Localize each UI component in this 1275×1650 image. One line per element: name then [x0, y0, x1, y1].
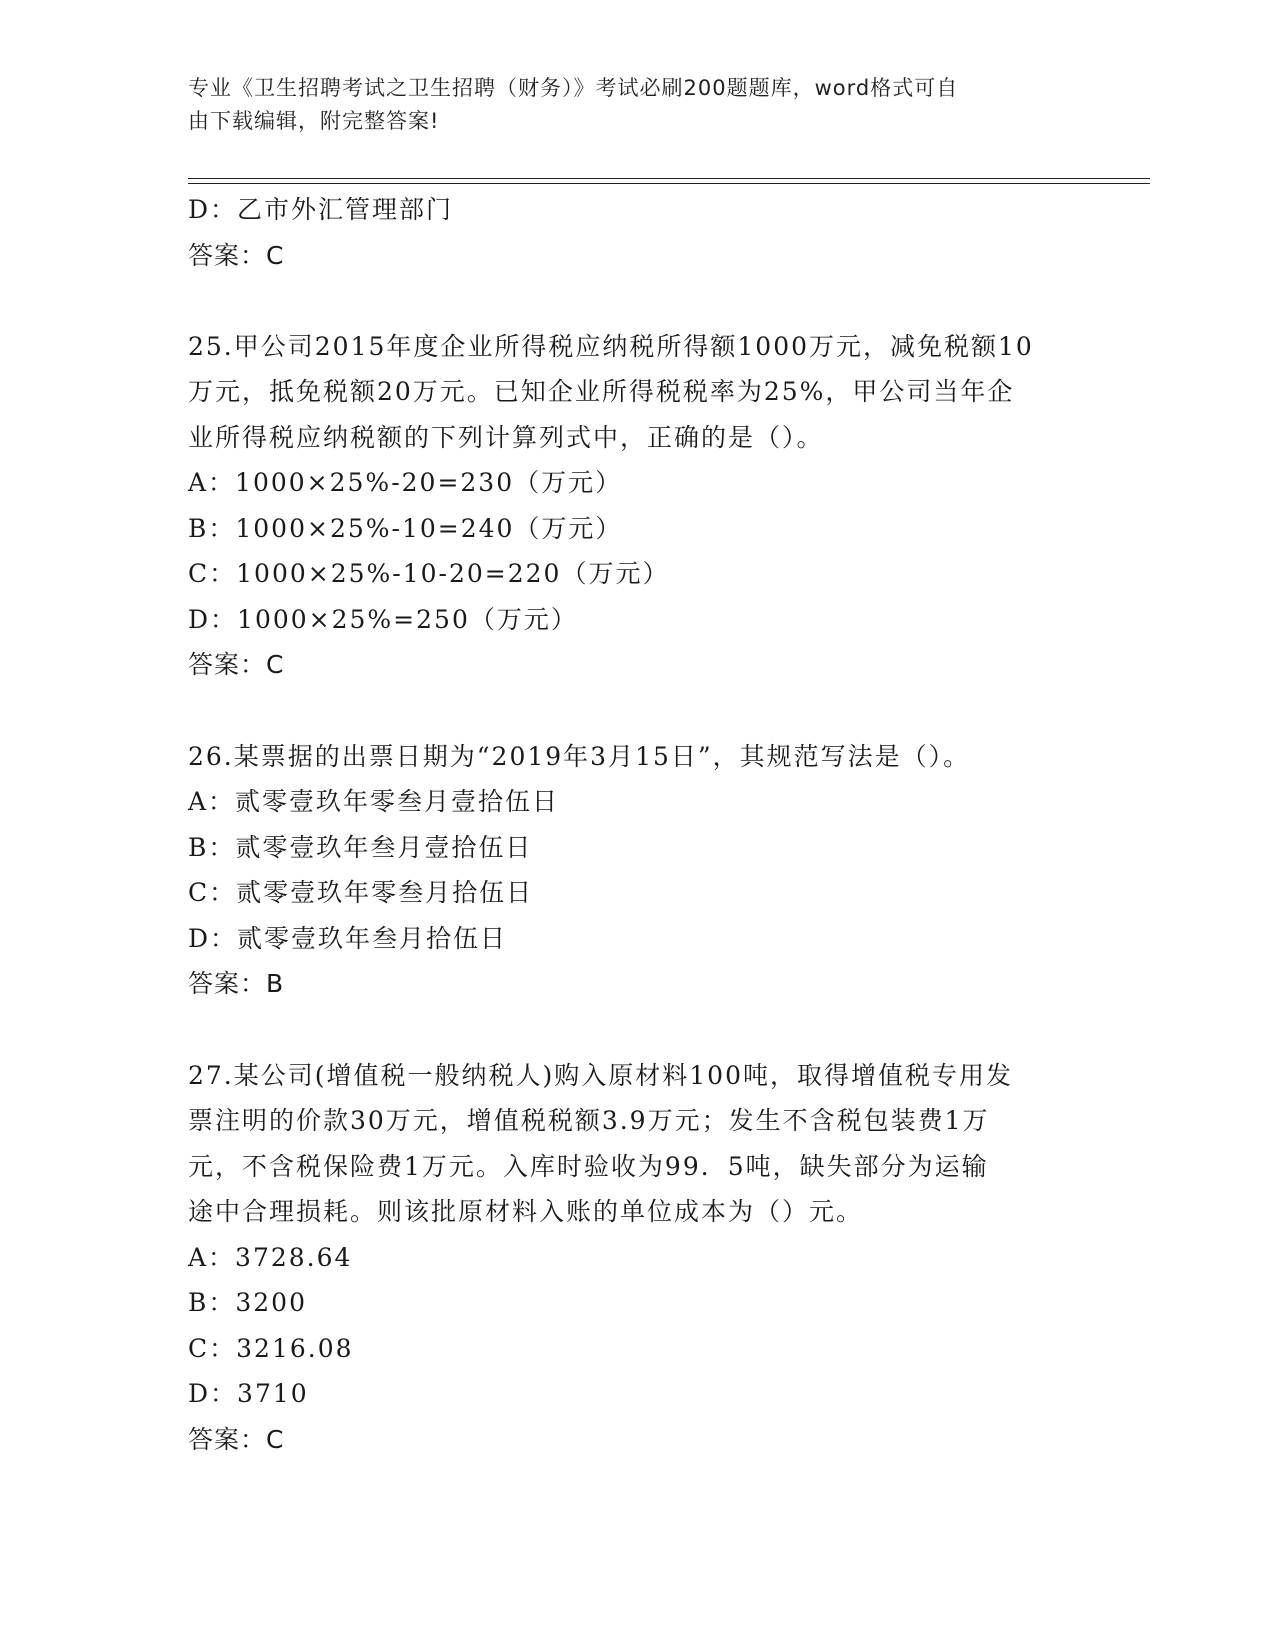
question-text-line: 业所得税应纳税额的下列计算列式中，正确的是（）。 [188, 422, 824, 452]
option-c: C：贰零壹玖年零叁月拾伍日 [188, 878, 534, 907]
question-25 [188, 324, 1088, 688]
option-b: B：1000×25%-10=240（万元） [188, 513, 623, 543]
question-text-line: 26.某票据的出票日期为“2019年3月15日”，其规范写法是（）。 [188, 741, 971, 771]
option-b: B：3200 [188, 1288, 307, 1317]
question-text-line: 27.某公司(增值税一般纳税人)购入原材料100吨，取得增值税专用发 [188, 1060, 1013, 1090]
question-text [188, 1053, 1088, 1235]
question-26 [188, 734, 1088, 1007]
question-text-line: 票注明的价款30万元，增值税税额3.9万元；发生不含税包装费1万 [188, 1106, 990, 1135]
option-a: A：1000×25%-20=230（万元） [188, 468, 623, 497]
header-rule-bottom [188, 183, 1150, 184]
question-text-line: 万元，抵免税额20万元。已知企业所得税税率为25%，甲公司当年企 [188, 377, 1015, 406]
option-d: D：乙市外汇管理部门 [188, 195, 454, 224]
question-text-line: 25.甲公司2015年度企业所得税应纳税所得额1000万元，减免税额10 [188, 331, 1034, 361]
answer: 答案：B [188, 969, 285, 998]
option-d: D：1000×25%=250（万元） [188, 604, 578, 634]
header-rule-top [188, 178, 1150, 179]
question-list [188, 187, 1088, 1462]
question-text [188, 324, 1088, 461]
question-text-line: 元，不含税保险费1万元。入库时验收为99．5吨，缺失部分为运输 [188, 1151, 989, 1181]
header-line-1: 专业《卫生招聘考试之卫生招聘（财务）》考试必刷200题题库，word格式可自 [188, 76, 959, 100]
answer: 答案：C [188, 1424, 285, 1454]
option-d: D：贰零壹玖年叁月拾伍日 [188, 923, 508, 953]
answer: 答案：C [188, 240, 285, 270]
option-c: C：3216.08 [188, 1333, 354, 1363]
option-a: A：3728.64 [188, 1242, 353, 1272]
question-text [188, 734, 1088, 780]
question-text-line: 途中合理损耗。则该批原材料入账的单位成本为（）元。 [188, 1197, 864, 1226]
answer: 答案：C [188, 650, 285, 679]
option-c: C：1000×25%-10-20=220（万元） [188, 559, 670, 588]
option-a: A：贰零壹玖年零叁月壹拾伍日 [188, 787, 560, 816]
document-header [188, 72, 1068, 138]
spacer [188, 1007, 1088, 1053]
header-line-2: 由下载编辑，附完整答案! [188, 109, 440, 133]
previous-question-tail [188, 187, 1088, 278]
spacer [188, 278, 1088, 324]
option-d: D：3710 [188, 1379, 309, 1408]
question-27 [188, 1053, 1088, 1463]
option-b: B：贰零壹玖年叁月壹拾伍日 [188, 832, 533, 862]
spacer [188, 688, 1088, 734]
